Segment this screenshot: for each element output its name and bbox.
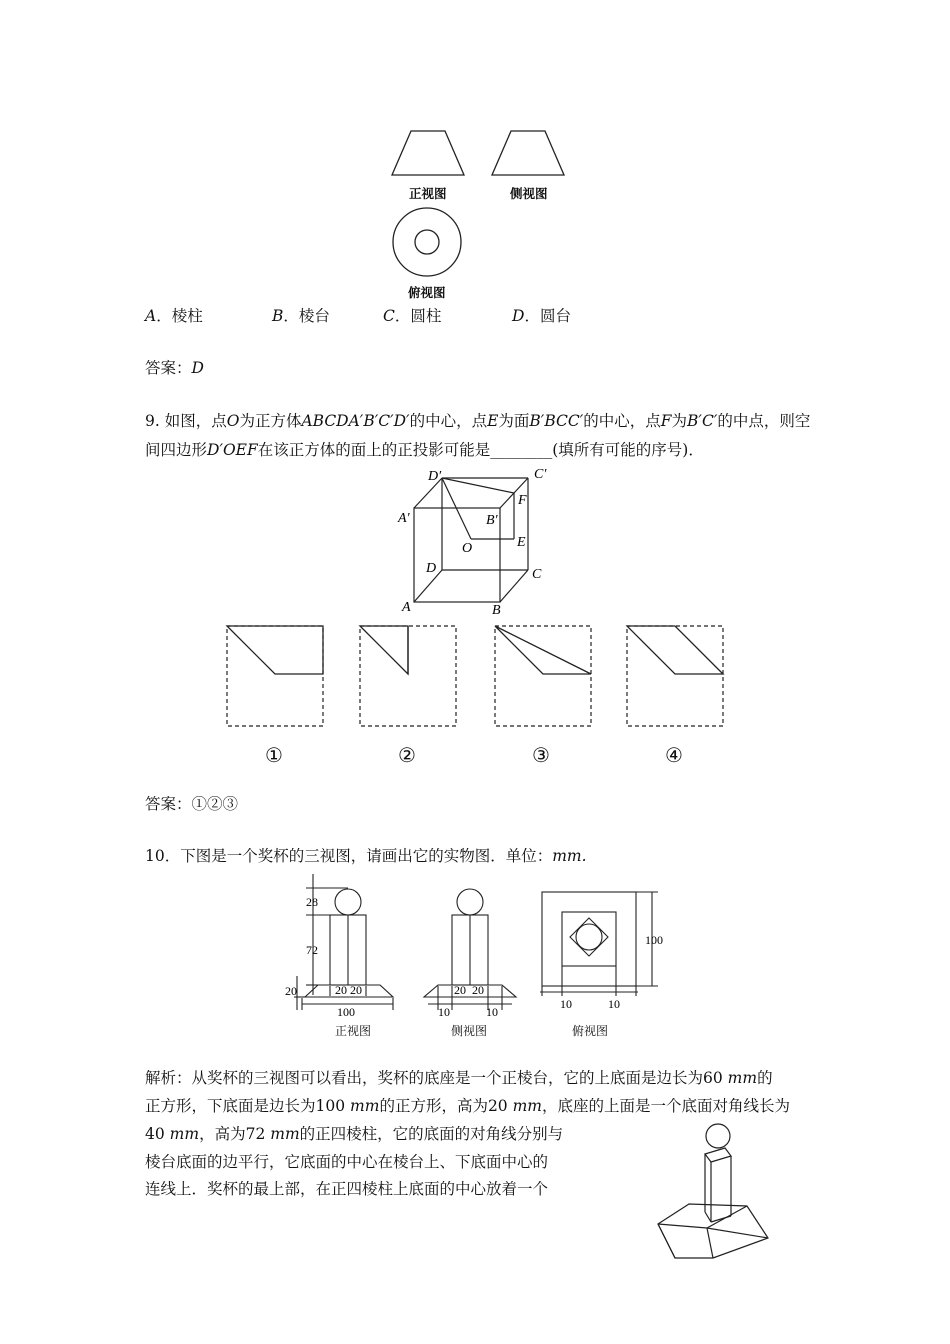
option-letter: D: [512, 307, 525, 325]
dim-20: 20: [285, 984, 297, 998]
label-d: D: [426, 561, 437, 576]
label-o: O: [462, 541, 473, 556]
q10-front-label: 正视图: [335, 1024, 372, 1038]
option-text: 棱台: [298, 307, 330, 325]
q9-mark-4: ④: [665, 743, 683, 767]
q9-answer: [145, 797, 238, 813]
q10-side-label: 侧视图: [451, 1024, 488, 1038]
dim-side-20a: 20: [454, 983, 466, 997]
dim-10b: 10: [486, 1005, 498, 1019]
option-text: 圆台: [539, 307, 571, 325]
analysis-line2: 正方形，下底面是边长为100 mm的正方形，高为20 mm，底座的上面是一个底面对角线长为: [145, 1097, 791, 1115]
q8-top-label: 俯视图: [408, 285, 446, 300]
label-b: B: [492, 603, 501, 618]
q8-option-a: A．棱柱: [145, 307, 203, 325]
q8-option-d: D．圆台: [512, 307, 571, 325]
q8-side-view: [488, 128, 568, 180]
label-b1: B′: [486, 513, 498, 528]
q10-top-view: [540, 888, 680, 1018]
dim-100-top: 100: [645, 933, 663, 947]
q8-option-c: C．圆柱: [383, 307, 442, 325]
analysis-line1: 解析：从奖杯的三视图可以看出，奖杯的底座是一个正棱台，它的上底面是边长为60 mm的: [145, 1069, 773, 1087]
dim-20b: 20: [350, 983, 362, 997]
q9-cube-figure: [392, 462, 562, 622]
answer-label: 答案：: [145, 359, 192, 377]
q9-line1: 9. 如图，点O为正方体ABCDA′B′C′D′的中心，点E为面B′BCC′的中心，点F为B′C′的中点，则空: [145, 412, 811, 430]
dim-28: 28: [306, 895, 318, 909]
analysis-line5: 连线上．奖杯的最上部，在正四棱柱上底面的中心放着一个: [145, 1180, 549, 1198]
q8-answer: [145, 361, 204, 377]
label-e: E: [517, 535, 526, 550]
q9-mark-3: ③: [532, 743, 550, 767]
dim-100: 100: [337, 1005, 355, 1019]
q9-projection-2: [359, 625, 457, 727]
label-c1: C′: [534, 467, 547, 482]
option-letter: B: [272, 307, 284, 325]
dim-72: 72: [306, 943, 318, 957]
label-a: A: [402, 600, 411, 615]
label-d1: D′: [428, 469, 442, 484]
option-text: 圆柱: [410, 307, 442, 325]
option-letter: A: [145, 307, 157, 325]
q10-question: 10．下图是一个奖杯的三视图，请画出它的实物图．单位：mm.: [145, 847, 587, 865]
q9-line2: 间四边形D′OEF在该正方体的面上的正投影可能是________(填所有可能的序号)．: [145, 441, 704, 459]
q9-projection-4: [626, 625, 724, 727]
q8-front-label: 正视图: [409, 186, 447, 201]
answer-value: ①②③: [191, 795, 239, 813]
label-c: C: [532, 567, 542, 582]
q9-projection-3: [494, 625, 592, 727]
trophy-3d-figure: [655, 1120, 773, 1260]
dim-10c: 10: [560, 997, 572, 1011]
q8-option-b: B．棱台: [272, 307, 330, 325]
answer-label: 答案：: [145, 795, 192, 813]
q9-projection-1: [226, 625, 324, 727]
q10-side-view: [418, 870, 528, 1020]
q9-mark-1: ①: [265, 743, 283, 767]
option-letter: C: [383, 307, 395, 325]
q10-front-view: [280, 870, 400, 1020]
dim-10d: 10: [608, 997, 620, 1011]
dim-20a: 20: [335, 983, 347, 997]
dim-side-20b: 20: [472, 983, 484, 997]
label-f: F: [518, 493, 527, 508]
q9-mark-2: ②: [398, 743, 416, 767]
dim-10a: 10: [438, 1005, 450, 1019]
label-a1: A′: [398, 511, 410, 526]
option-text: 棱柱: [171, 307, 203, 325]
q8-top-view: [390, 205, 464, 279]
analysis-line3: 40 mm，高为72 mm的正四棱柱，它的底面的对角线分别与: [145, 1125, 564, 1143]
analysis-line4: 棱台底面的边平行，它底面的中心在棱台上、下底面中心的: [145, 1153, 549, 1171]
q8-side-label: 侧视图: [510, 186, 548, 201]
q10-top-label: 俯视图: [572, 1024, 609, 1038]
q8-front-view: [388, 128, 468, 180]
answer-value: D: [191, 359, 204, 377]
